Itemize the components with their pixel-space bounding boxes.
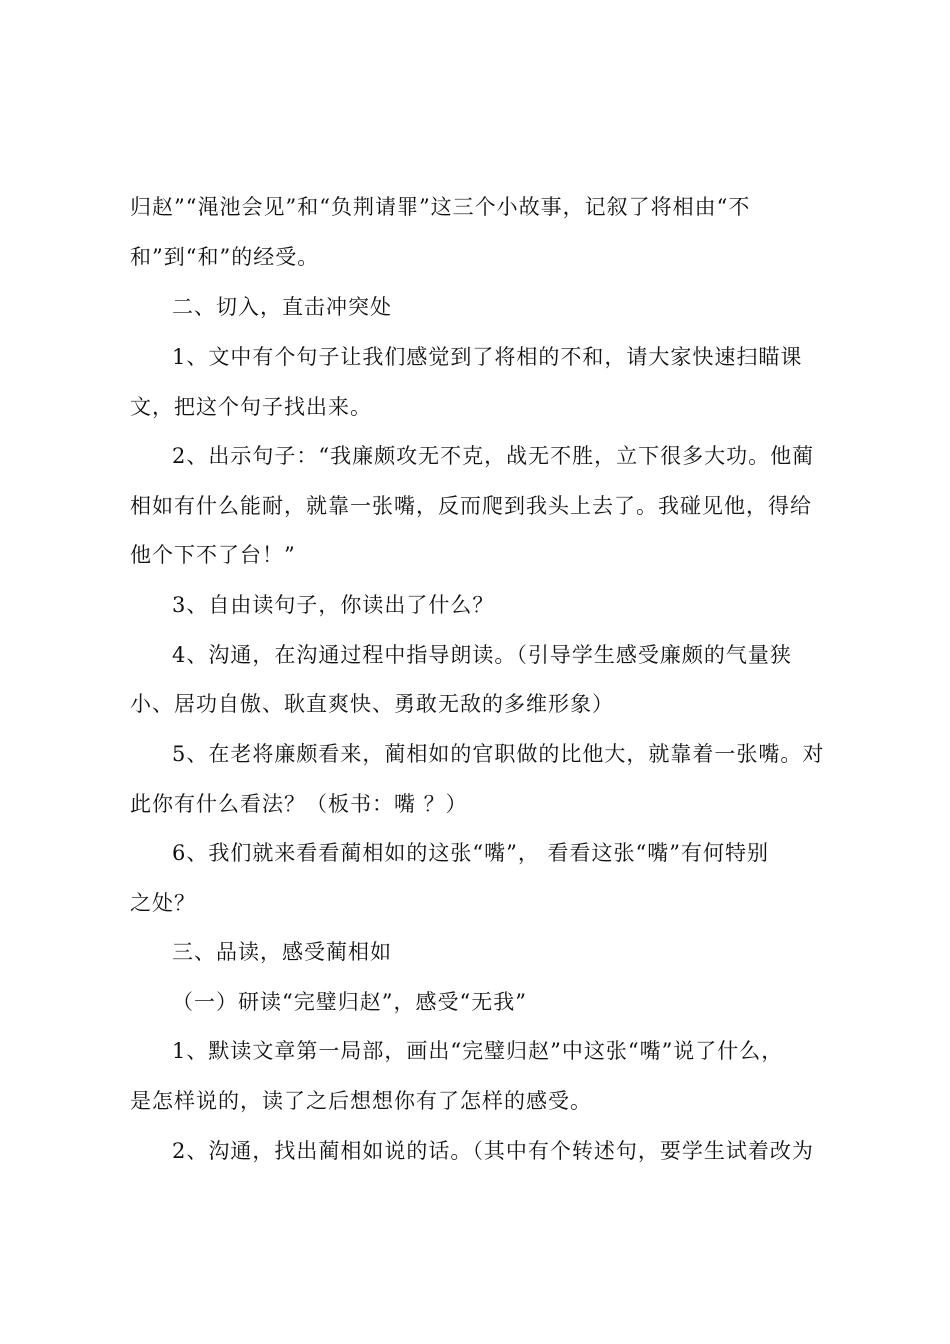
text-line: 和”到“和”的经受。	[130, 245, 320, 269]
text-line: 相如有什么能耐，就靠一张嘴，反而爬到我头上去了。我碰见他，得给	[130, 494, 812, 518]
text-line: 之处？	[130, 891, 196, 915]
text-line: 4、沟通，在沟通过程中指导朗读。（引导学生感受廉颇的气量狭	[172, 643, 792, 667]
text-line: 他个下不了台！”	[130, 543, 296, 567]
text-line: 归赵”“渑池会见”和“负荆请罪”这三个小故事，记叙了将相由“不	[130, 195, 751, 219]
text-line: 小、居功自傲、耿直爽快、勇敢无敌的多维形象）	[130, 692, 614, 716]
text-line: 文，把这个句子找出来。	[130, 395, 372, 419]
text-line: 1、文中有个句子让我们感觉到了将相的不和，请大家快速扫瞄课	[172, 345, 803, 369]
text-line: 2、沟通，找出蔺相如说的话。（其中有个转述句，要学生试着改为	[172, 1139, 814, 1163]
text-line: 6、我们就来看看蔺相如的这张“嘴”， 看看这张“嘴”有何特别	[172, 841, 769, 865]
text-line: 5、在老将廉颇看来，蔺相如的官职做的比他大，就靠着一张嘴。对	[172, 742, 825, 766]
text-line: 此你有什么看法？（板书：嘴 ？）	[130, 792, 468, 816]
section-heading: 三、品读，感受蔺相如	[172, 940, 392, 964]
text-line: 3、自由读句子，你读出了什么？	[172, 593, 495, 617]
section-heading: 二、切入，直击冲突处	[172, 295, 392, 319]
text-line: 1、默读文章第一局部，画出“完璧归赵”中这张“嘴”说了什么，	[172, 1039, 784, 1063]
subsection-heading: （一）研读“完璧归赵”，感受“无我”	[172, 990, 527, 1014]
text-line: 是怎样说的，读了之后想想你有了怎样的感受。	[130, 1089, 592, 1113]
text-line: 2、出示句子：“我廉颇攻无不克，战无不胜，立下很多大功。他蔺	[172, 444, 815, 468]
